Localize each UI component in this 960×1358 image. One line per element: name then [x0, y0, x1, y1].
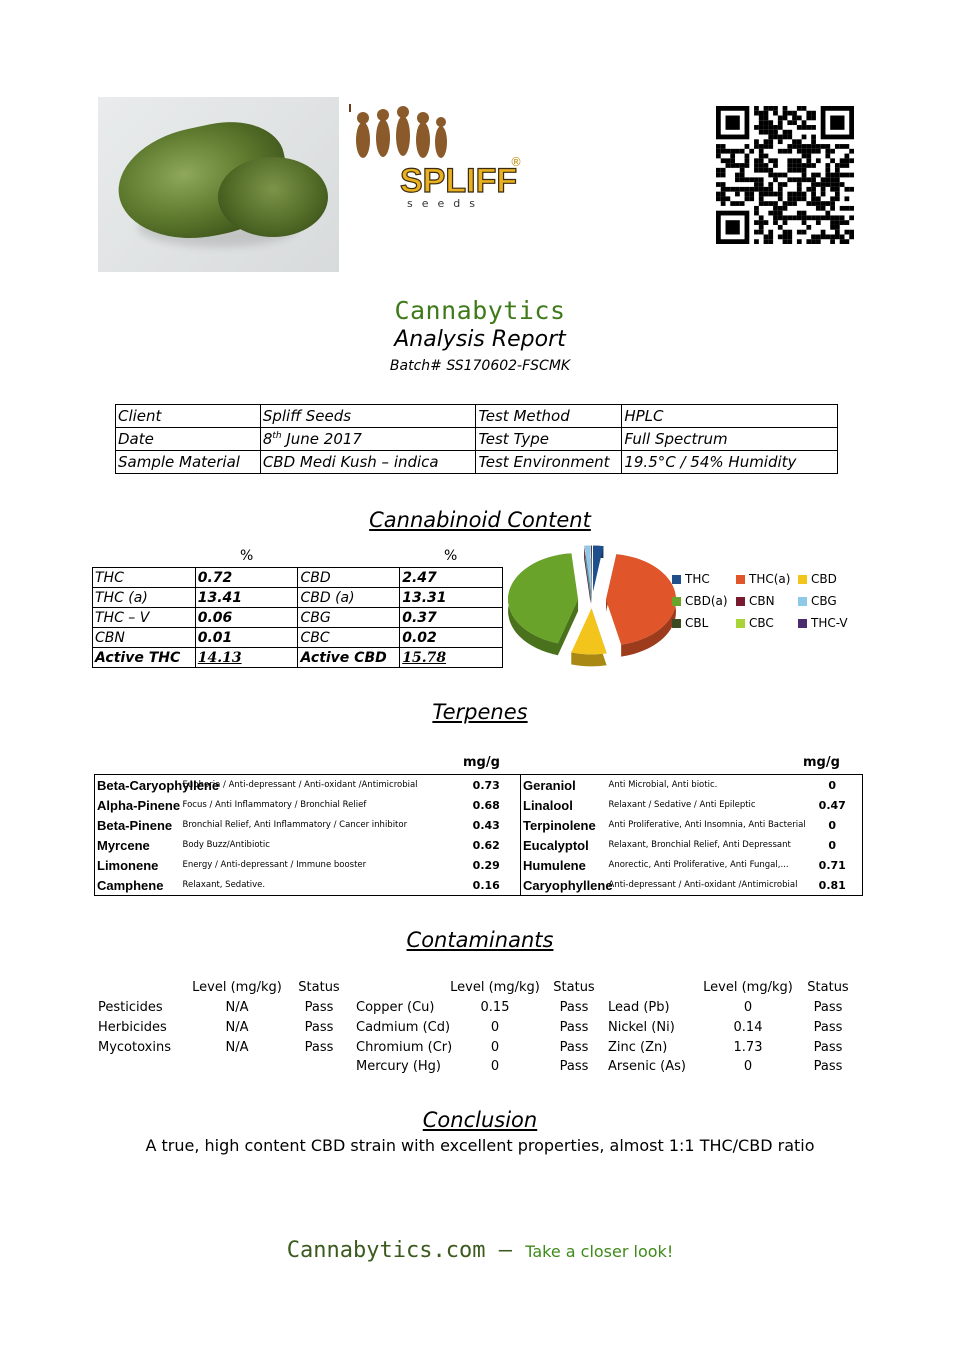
contaminant-level: 0 [490, 1020, 500, 1035]
terpene-effects: Relaxant, Bronchial Relief, Anti Depressant [608, 840, 791, 850]
contaminant-level: N/A [225, 1040, 249, 1055]
cannabinoid-value: 0.06 [195, 608, 298, 628]
contaminant-status: Pass [559, 1040, 589, 1055]
terpene-name: Linalool [521, 795, 607, 815]
legend-item [672, 572, 710, 586]
legend-item [672, 616, 708, 630]
table-row [95, 775, 863, 796]
legend-item [736, 572, 790, 586]
terpene-value: 0.71 [818, 858, 846, 872]
terpene-value: 0.16 [472, 878, 500, 892]
info-value: Spliff Seeds [260, 405, 476, 428]
contaminant-name: Nickel (Ni) [608, 1020, 675, 1035]
info-label: Test Type [476, 428, 622, 451]
terpene-effects: Energy / Anti-depressant / Immune booster [182, 860, 367, 870]
date-rest: June 2017 [281, 430, 362, 448]
cannabinoid-value: 2.47 [400, 568, 503, 588]
report-title: Analysis Report [394, 327, 566, 352]
terpene-effects: Relaxant, Sedative. [182, 880, 266, 890]
terpene-unit: mg/g [803, 755, 840, 770]
table-row [95, 815, 863, 835]
terpene-effects: Bronchial Relief, Anti Inflammatory / Cancer inhibitor [182, 820, 408, 830]
logo-text: SPLIFF [400, 162, 518, 200]
contaminant-name: Lead (Pb) [608, 1000, 670, 1015]
table-row [116, 405, 838, 428]
info-value: CBD Medi Kush – indica [260, 451, 476, 474]
cannabinoid-value: 0.37 [400, 608, 503, 628]
cannabinoid-value: 0.02 [400, 628, 503, 648]
contaminant-status: Pass [304, 1020, 334, 1035]
qr-code [716, 106, 854, 244]
terpene-name: Caryophyllene [521, 875, 607, 896]
table-row [95, 835, 863, 855]
contaminant-level: N/A [225, 1020, 249, 1035]
footer-site[interactable]: Cannabytics.com [286, 1238, 486, 1263]
cannabinoid-pie-chart [515, 548, 670, 663]
status-header: Status [553, 980, 595, 995]
contaminant-name: Chromium (Cr) [356, 1040, 453, 1055]
table-row [93, 628, 503, 648]
info-value-date [260, 428, 476, 451]
terpene-effects: Euphoria / Anti-depressant / Anti-oxidant /Antimicrobial [182, 780, 418, 790]
cannabinoid-name: THC – V [93, 608, 196, 628]
terpene-name: Alpha-Pinene [97, 797, 181, 813]
cannabinoid-value: 14.13 [195, 648, 298, 668]
legend-item [798, 616, 848, 630]
legend-label: CBN [749, 594, 775, 608]
contaminant-status: Pass [813, 1059, 843, 1074]
table-row [93, 588, 503, 608]
legend-item [798, 594, 837, 608]
contaminant-status: Pass [813, 1020, 843, 1035]
info-table [115, 404, 838, 474]
conclusion-text: A true, high content CBD strain with excellent properties, almost 1:1 THC/CBD ratio [145, 1136, 815, 1155]
terpene-name: Eucalyptol [521, 835, 607, 855]
terpene-name: Geraniol [521, 775, 607, 796]
level-header: Level (mg/kg) [192, 980, 282, 995]
terpene-name: Beta-Pinene [97, 817, 173, 833]
contaminant-name: Zinc (Zn) [608, 1040, 668, 1055]
legend-label: CBL [685, 616, 709, 630]
contaminant-name: Cadmium (Cd) [356, 1020, 451, 1035]
terpene-effects: Body Buzz/Antibiotic [182, 840, 270, 850]
pie-slice-cbd [571, 608, 606, 666]
table-row [116, 428, 838, 451]
contaminant-status: Pass [304, 1040, 334, 1055]
percent-label: % [240, 548, 254, 564]
terpene-value: 0.43 [472, 818, 500, 832]
contaminant-status: Pass [559, 1000, 589, 1015]
batch-number: Batch# SS170602-FSCMK [389, 358, 571, 374]
status-header: Status [298, 980, 340, 995]
legend-swatch [736, 575, 745, 584]
terpenes-table [94, 774, 863, 896]
cannabinoid-name: Active CBD [298, 648, 400, 668]
legend-swatch [798, 619, 807, 628]
terpene-effects: Anorectic, Anti Proliferative, Anti Fungal,... [608, 860, 789, 870]
level-header: Level (mg/kg) [703, 980, 793, 995]
cannabinoid-name: CBN [93, 628, 196, 648]
cannabinoid-heading: Cannabinoid Content [369, 508, 591, 532]
terpene-value: 0.62 [472, 838, 500, 852]
contaminant-status: Pass [559, 1020, 589, 1035]
info-label: Date [116, 428, 261, 451]
pie-slice-thc-a- [606, 554, 676, 656]
info-value: HPLC [622, 405, 838, 428]
date-day: 8 [262, 430, 273, 448]
legend-item [736, 594, 775, 608]
terpene-name: Myrcene [97, 837, 150, 853]
spliff-seeds-logo [345, 92, 525, 212]
sample-photo [98, 97, 339, 272]
logo-mark: ® [510, 155, 522, 169]
terpene-value: 0.73 [472, 778, 500, 792]
contaminant-level: 0 [490, 1059, 500, 1074]
info-label: Test Method [476, 405, 622, 428]
terpene-value: 0 [828, 838, 837, 852]
table-row [95, 855, 863, 875]
cannabinoid-name: CBD (a) [298, 588, 400, 608]
info-value: Full Spectrum [622, 428, 838, 451]
info-value: 19.5°C / 54% Humidity [622, 451, 838, 474]
cannabinoid-name: THC (a) [93, 588, 196, 608]
contaminant-name: Mercury (Hg) [356, 1059, 442, 1074]
contaminant-status: Pass [813, 1000, 843, 1015]
cannabinoid-table [92, 567, 503, 668]
terpene-value: 0 [828, 778, 837, 792]
contaminant-status: Pass [559, 1059, 589, 1074]
status-header: Status [807, 980, 849, 995]
info-label: Test Environment [476, 451, 622, 474]
info-label: Client [116, 405, 261, 428]
contaminant-level: N/A [225, 1000, 249, 1015]
terpene-value: 0.68 [472, 798, 500, 812]
contaminant-level: 0 [743, 1059, 753, 1074]
legend-label: CBC [749, 616, 774, 630]
table-row [93, 568, 503, 588]
terpene-value: 0.29 [472, 858, 500, 872]
cannabinoid-value: 13.41 [195, 588, 298, 608]
legend-label: CBG [811, 594, 837, 608]
cannabinoid-name: CBD [298, 568, 400, 588]
legend-item [672, 594, 728, 608]
cannabinoid-value: 0.01 [195, 628, 298, 648]
cannabinoid-name: CBG [298, 608, 400, 628]
contaminant-name: Arsenic (As) [608, 1059, 686, 1074]
contaminant-name: Herbicides [98, 1020, 167, 1035]
terpene-name: Camphene [97, 877, 164, 893]
table-row [95, 875, 863, 896]
cannabinoid-name: THC [93, 568, 196, 588]
contaminant-level: 0.15 [480, 1000, 510, 1015]
logo-sub: seeds [407, 197, 484, 210]
footer-tagline: Take a closer look! [525, 1242, 674, 1261]
terpenes-heading: Terpenes [432, 700, 528, 724]
info-label: Sample Material [116, 451, 261, 474]
terpene-effects: Anti-depressant / Anti-oxidant /Antimicrobial [608, 880, 798, 890]
cannabinoid-value: 13.31 [400, 588, 503, 608]
table-row [116, 451, 838, 474]
contaminant-name: Pesticides [98, 1000, 163, 1015]
contaminant-level: 0 [490, 1040, 500, 1055]
terpene-name: Beta-Caryophyllene [97, 777, 220, 793]
terpene-effects: Relaxant / Sedative / Anti Epileptic [608, 800, 756, 810]
terpene-effects: Focus / Anti Inflammatory / Bronchial Relief [182, 800, 367, 810]
terpene-unit: mg/g [463, 755, 500, 770]
pie-slice-thc [593, 546, 603, 604]
cannabinoid-value: 15.78 [400, 648, 503, 668]
legend-swatch [672, 597, 681, 606]
terpene-value: 0.47 [818, 798, 846, 812]
legend-label: THC-V [811, 616, 848, 630]
table-row [95, 795, 863, 815]
contaminant-status: Pass [304, 1000, 334, 1015]
footer-dash: – [485, 1238, 526, 1263]
legend-swatch [798, 575, 807, 584]
date-suffix: th [272, 431, 282, 441]
legend-label: THC(a) [749, 572, 791, 586]
contaminant-name: Copper (Cu) [356, 1000, 435, 1015]
contaminants-heading: Contaminants [406, 928, 554, 952]
legend-swatch [672, 575, 681, 584]
terpene-name: Terpinolene [521, 815, 607, 835]
brand-name: Cannabytics [394, 296, 566, 325]
legend-item [798, 572, 837, 586]
contaminant-level: 0 [743, 1000, 753, 1015]
legend-label: CBD [811, 572, 837, 586]
contaminant-name: Mycotoxins [98, 1040, 171, 1055]
table-row [93, 608, 503, 628]
terpene-value: 0.81 [818, 878, 846, 892]
terpene-name: Limonene [97, 857, 159, 873]
cannabinoid-value: 0.72 [195, 568, 298, 588]
legend-label: CBD(a) [685, 594, 728, 608]
legend-swatch [736, 597, 745, 606]
footer [0, 1238, 960, 1263]
pie-slice-cbd-a- [508, 553, 578, 655]
cannabinoid-name: Active THC [93, 648, 196, 668]
cannabinoid-name: CBC [298, 628, 400, 648]
terpene-effects: Anti Microbial, Anti biotic. [608, 780, 718, 790]
pie-slice-cbg [585, 546, 592, 604]
legend-swatch [736, 619, 745, 628]
level-header: Level (mg/kg) [450, 980, 540, 995]
contaminant-status: Pass [813, 1040, 843, 1055]
legend-item [736, 616, 774, 630]
contaminant-level: 1.73 [733, 1040, 763, 1055]
table-row [93, 648, 503, 668]
terpene-name: Humulene [521, 855, 607, 875]
contaminant-level: 0.14 [733, 1020, 763, 1035]
legend-swatch [798, 597, 807, 606]
terpene-effects: Anti Proliferative, Anti Insomnia, Anti Bacterial [608, 820, 806, 830]
conclusion-heading: Conclusion [422, 1108, 538, 1132]
legend-swatch [672, 619, 681, 628]
legend-label: THC [685, 572, 710, 586]
terpene-value: 0 [828, 818, 837, 832]
percent-label: % [444, 548, 458, 564]
